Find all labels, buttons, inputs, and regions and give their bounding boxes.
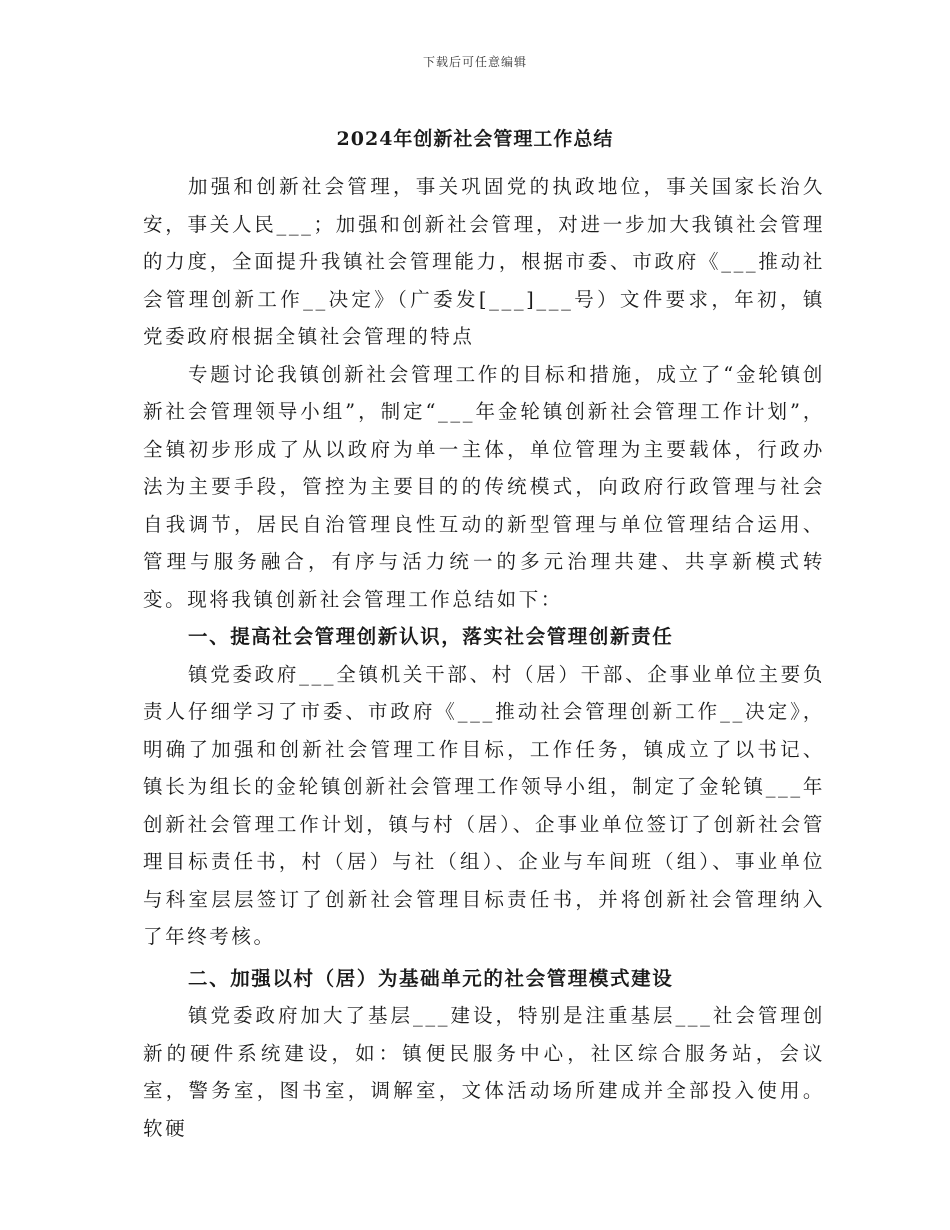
paragraph-section-2: 镇党委政府加大了基层___建设，特别是注重基层___社会管理创新的硬件系统建设，如：镇便民服务中心，社区综合服务站，会议室，警务室，图书室，调解室，文体活动场所建成并全部投入使用。软硬 bbox=[143, 1004, 825, 1140]
paragraph-section-1: 镇党委政府___全镇机关干部、村（居）干部、企事业单位主要负责人仔细学习了市委、市政府《___推动社会管理创新工作__决定》，明确了加强和创新社会管理工作目标，工作任务，镇成立了以书记、镇长为组长的金轮镇创新社会管理工作领导小组，制定了金轮镇___年创新社会管理工作计划，镇与村（居）、企事业单位签订了创新社会管理目标责任书，村（居）与社（组）、企业与车间班（组）、事业单位与科室层层签订了创新社会管理目标责任书，并将创新社会管理纳入了年终考核。 bbox=[143, 662, 825, 948]
paragraph-intro: 加强和创新社会管理，事关巩固党的执政地位，事关国家长治久安，事关人民___；加强和创新社会管理，对进一步加大我镇社会管理的力度，全面提升我镇社会管理能力，根据市委、市政府《___推动社会管理创新工作__决定》（广委发[___]___号）文件要求，年初，镇党委政府根据全镇社会管理的特点 bbox=[143, 175, 825, 348]
section-heading-2: 二、加强以村（居）为基础单元的社会管理模式建设 bbox=[188, 966, 674, 990]
document-body bbox=[143, 168, 825, 1147]
page-title: 2024年创新社会管理工作总结 bbox=[336, 128, 614, 150]
paragraph-overview: 专题讨论我镇创新社会管理工作的目标和措施，成立了“金轮镇创新社会管理领导小组”，制定“___年金轮镇创新社会管理工作计划”，全镇初步形成了从以政府为单一主体，单位管理为主要载体，行政办法为主要手段，管控为主要目的的传统模式，向政府行政管理与社会自我调节，居民自治管理良性互动的新型管理与单位管理结合运用、管理与服务融合，有序与活力统一的多元治理共建、共享新模式转变。现将我镇创新社会管理工作总结如下： bbox=[143, 362, 825, 611]
section-heading-1: 一、提高社会管理创新认识，落实社会管理创新责任 bbox=[188, 625, 674, 648]
header-note: 下载后可任意编辑 bbox=[422, 55, 527, 69]
